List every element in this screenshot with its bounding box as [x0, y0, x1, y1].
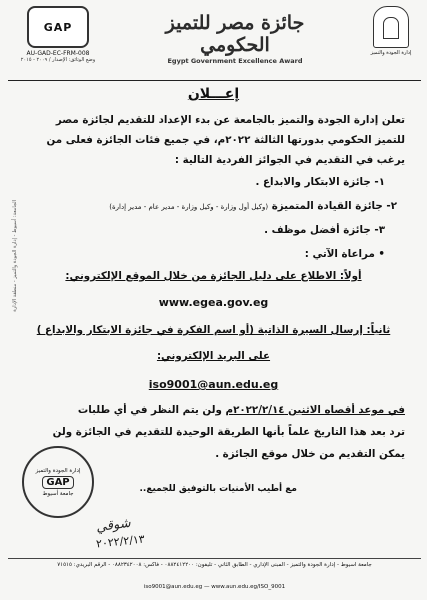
- gap-header-logo: [8, 6, 108, 63]
- deadline-note-line-1: ترد بعد هذا التاريخ علماً بأنها الطريقة الوحيدة للتقديم في الجائزة ولن: [52, 426, 405, 438]
- signature-date: ٢٠٢٢/٢/١٣: [95, 532, 146, 551]
- award-english-name: Egypt Government Excellence Award: [167, 57, 303, 65]
- award-item-3: ٣- جائزة أفضل موظف .: [264, 224, 385, 236]
- body-line-3: يرغب في التقديم في الجوائز الفردية التالية :: [174, 154, 405, 166]
- requirements-heading: • مراعاة الآتي :: [304, 248, 385, 260]
- document-code: AU-GAD-EC-FRM-008: [26, 50, 90, 57]
- step-two: ثانياً: إرسال السيرة الذاتية (أو اسم الفكرة في جائزة الابتكار والابداع ): [36, 324, 391, 336]
- footer-contacts: iso9001@aun.edu.eg — www.aun.edu.eg/ISO_9001: [143, 584, 286, 590]
- document-caption: وضع الوثائق: الإصدار / ٢٠٠٩ - ٢٠١٥: [20, 57, 96, 63]
- step-one: أولاً: الاطلاع على دليل الجائزة من خلال الموقع الإلكتروني:: [65, 270, 362, 282]
- footer-address: جامعة أسيوط - إدارة الجودة والتميز - المبنى الإداري - الطابق الثاني - تليفون: ٠٨٨٢٤١٢٢٠٠ - فاكس: ٠٨٨٢٣٤٢٠٠٨ - الرقم البريدي: ٧١٥١٥: [57, 562, 372, 568]
- header-divider: [8, 80, 421, 81]
- official-stamp: إدارة الجودة والتميز GAP جامعة أسيوط: [22, 446, 94, 518]
- signature: شوقي: [95, 515, 132, 536]
- email-label: على البريد الإلكتروني:: [156, 350, 271, 362]
- deadline-note-line-2: يمكن التقديم من خلال موقع الجائزة .: [215, 448, 405, 460]
- body-line-2: للتميز الحكومي بدورتها الثالثة ٢٠٢٢م، في جميع فئات الجائزة فعلى من: [46, 134, 405, 146]
- university-logo: [361, 6, 421, 56]
- award-website-link[interactable]: www.egea.gov.eg: [158, 296, 269, 309]
- email-address-link[interactable]: iso9001@aun.edu.eg: [148, 378, 279, 391]
- award-item-2: ٢- جائزة القيادة المتميزة (وكيل أول وزارة - وكيل وزارة - مدير عام - مدير إدارة): [109, 200, 397, 212]
- deadline-date: في موعد أقصاه الاثنين ٢٠٢٢/٢/١٤م: [225, 404, 405, 416]
- award-arabic-name: جائزة مصر للتميز الحكومي: [165, 12, 305, 56]
- closing-wishes: مع أطيب الأمنيات بالتوفيق للجميع..: [139, 484, 297, 494]
- university-caption: إدارة الجودة والتميز: [370, 50, 412, 56]
- award-item-1: ١- جائزة الابتكار والابداع .: [255, 176, 385, 188]
- body-line-1: تعلن إدارة الجودة والتميز بالجامعة عن بدء الإعداد للتقديم لجائزة مصر: [55, 114, 405, 126]
- gap-logo-icon: GAP: [27, 6, 89, 48]
- university-emblem-icon: [373, 6, 409, 48]
- deadline-line: في موعد أقصاه الاثنين ٢٠٢٢/٢/١٤م ولن يتم النظر في أي طلبات: [77, 404, 405, 416]
- side-margin-note: الجامعة: أسيوط - إدارة الجودة والتميز - منطقة الإدارة: [12, 200, 18, 312]
- page-title: إعـــلان: [187, 86, 240, 102]
- award-logo: [160, 12, 310, 65]
- footer-divider: [8, 558, 421, 559]
